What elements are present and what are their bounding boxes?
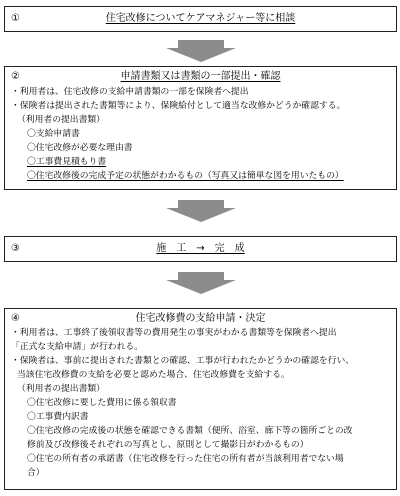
- step-4-number: ④: [11, 313, 20, 324]
- step-4-line: ・利用者は、工事終了後領収書等の費用発生の事実がわかる書類等を保険者へ提出: [11, 328, 337, 338]
- step-2-line: ・利用者は、住宅改修の支給申請書類の一部を保険者へ提出: [11, 87, 249, 97]
- step-2-box: [4, 66, 397, 190]
- step-2-line: 〇住宅改修後の完成予定の状態がわかるもの（写真又は簡単な図を用いたもの）: [27, 171, 344, 181]
- step-3-number: ③: [11, 243, 20, 254]
- down-arrow-icon: [166, 40, 236, 62]
- step-4-line: 合）: [27, 468, 45, 478]
- step-2-line: 〇支給申請書: [27, 129, 80, 139]
- down-arrow-icon: [166, 200, 236, 222]
- step-2-line: 〇工事費見積もり書: [27, 157, 107, 167]
- step-4-line: 〇工事費内訳書: [27, 412, 89, 422]
- step-3-title: 施 工 → 完 成: [156, 243, 245, 254]
- step-2-line: 〇住宅改修が必要な理由書: [27, 143, 133, 153]
- step-4-line: 〇住宅改修の完成後の状態を確認できる書類（便所、浴室、廊下等の箇所ごとの改: [27, 426, 353, 436]
- step-2-line: ・保険者は提出された書類等により、保険給付として適当な改修かどうか確認する。: [11, 101, 346, 111]
- step-4-line: 〇住宅改修に要した費用に係る領収書: [27, 398, 177, 408]
- step-4-line: 修前及び改修後それぞれの写真とし、原則として撮影日がわかるもの）: [27, 440, 309, 450]
- step-3-box: [4, 236, 397, 262]
- down-arrow-icon: [166, 272, 236, 294]
- step-1-box: [4, 6, 397, 32]
- step-4-line: 〇住宅の所有者の承諾書（住宅改修を行った住宅の所有者が当該利用者でない場: [27, 454, 344, 464]
- step-1-title: 住宅改修についてケアマネジャー等に相談: [105, 13, 296, 24]
- step-4-line: ・保険者は、事前に提出された書類との確認、工事が行われたかどうかの確認を行い、: [11, 356, 355, 366]
- step-2-title: 申請書類又は書類の一部提出・確認: [120, 71, 281, 82]
- step-4-box: [4, 308, 397, 490]
- step-4-line: 「正式な支給申請」が行われる。: [11, 342, 143, 352]
- step-4-line: （利用者の提出書類）: [17, 384, 105, 394]
- step-1-number: ①: [11, 13, 20, 24]
- step-2-line: （利用者の提出書類）: [17, 115, 105, 125]
- step-4-title: 住宅改修費の支給申請・決定: [135, 313, 266, 324]
- step-2-number: ②: [11, 71, 20, 82]
- step-4-line: 当該住宅改修費の支給を必要と認めた場合、住宅改修費を支給する。: [17, 370, 290, 380]
